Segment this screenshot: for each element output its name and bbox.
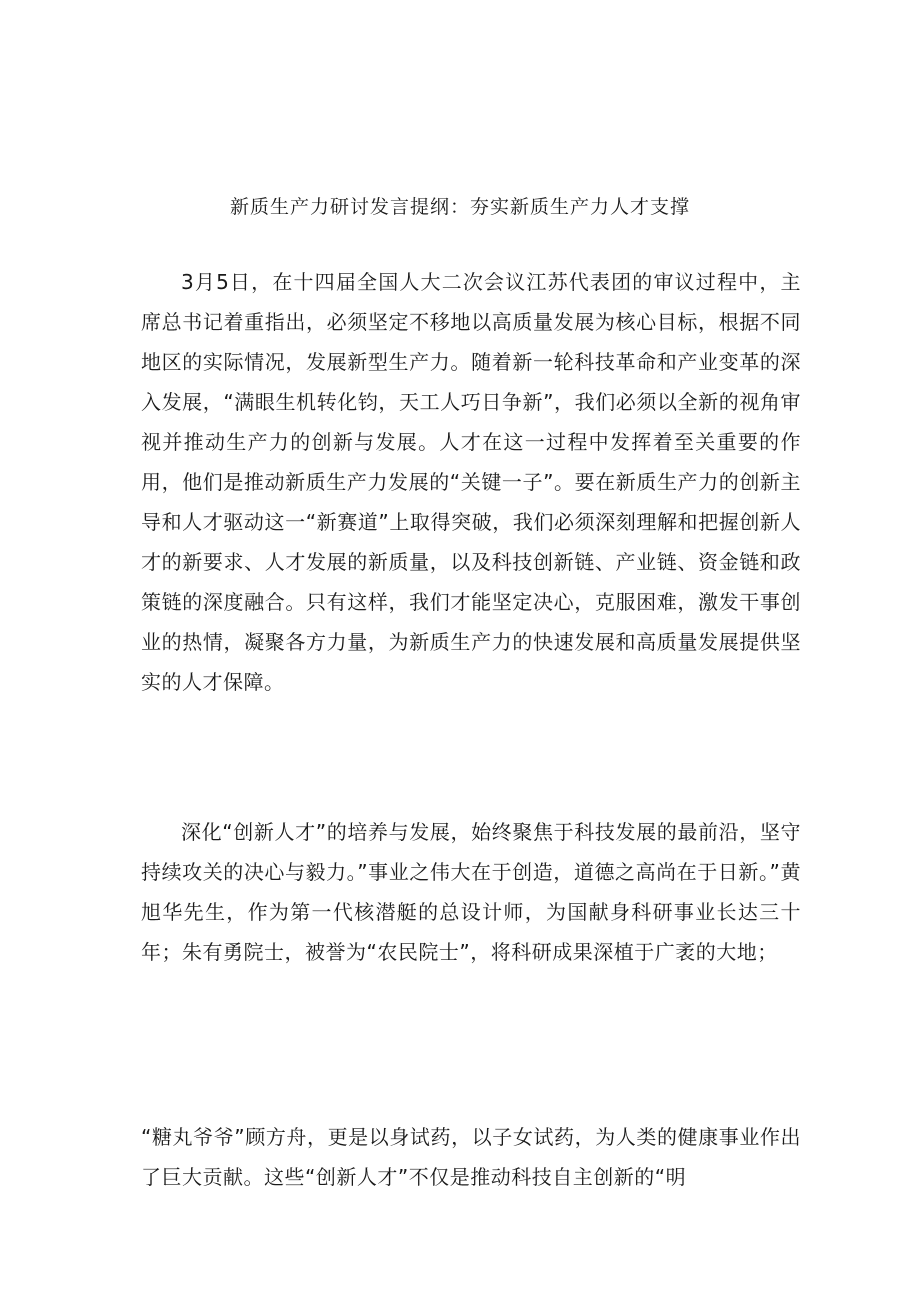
paragraph-1: 3月5日，在十四届全国人大二次会议江苏代表团的审议过程中，主席总书记着重指出，必须坚定不移地以高质量发展为核心目标，根据不同地区的实际情况，发展新型生产力。随着新一轮科技革命和产业变革的深入发展，“满眼生机转化钧，天工人巧日争新”，我们必须以全新的视角审视并推动生产力的创新与发展。人才在这一过程中发挥着至关重要的作用，他们是推动新质生产力发展的“关键一子”。要在新质生产力的创新主导和人才驱动这一“新赛道”上取得突破，我们必须深刻理解和把握创新人才的新要求、人才发展的新质量，以及科技创新链、产业链、资金链和政策链的深度融合。只有这样，我们才能坚定决心，克服困难，激发干事创业的热情，凝聚各方力量，为新质生产力的快速发展和高质量发展提供坚实的人才保障。 [141,270,801,694]
paragraph-3: “糖丸爷爷”顾方舟，更是以身试药，以子女试药，为人类的健康事业作出了巨大贡献。这些“创新人才”不仅是推动科技自主创新的“明 [141,1125,801,1189]
paragraph-2: 深化“创新人才”的培养与发展，始终聚焦于科技发展的最前沿，坚守持续攻关的决心与毅力。”事业之伟大在于创造，道德之高尚在于日新。”黄旭华先生，作为第一代核潜艇的总设计师，为国献身科研事业长达三十年；朱有勇院士，被誉为“农民院士”，将科研成果深植于广袤的大地； [141,820,801,964]
document-title: 新质生产力研讨发言提纲：夯实新质生产力人才支撑 [229,196,690,218]
